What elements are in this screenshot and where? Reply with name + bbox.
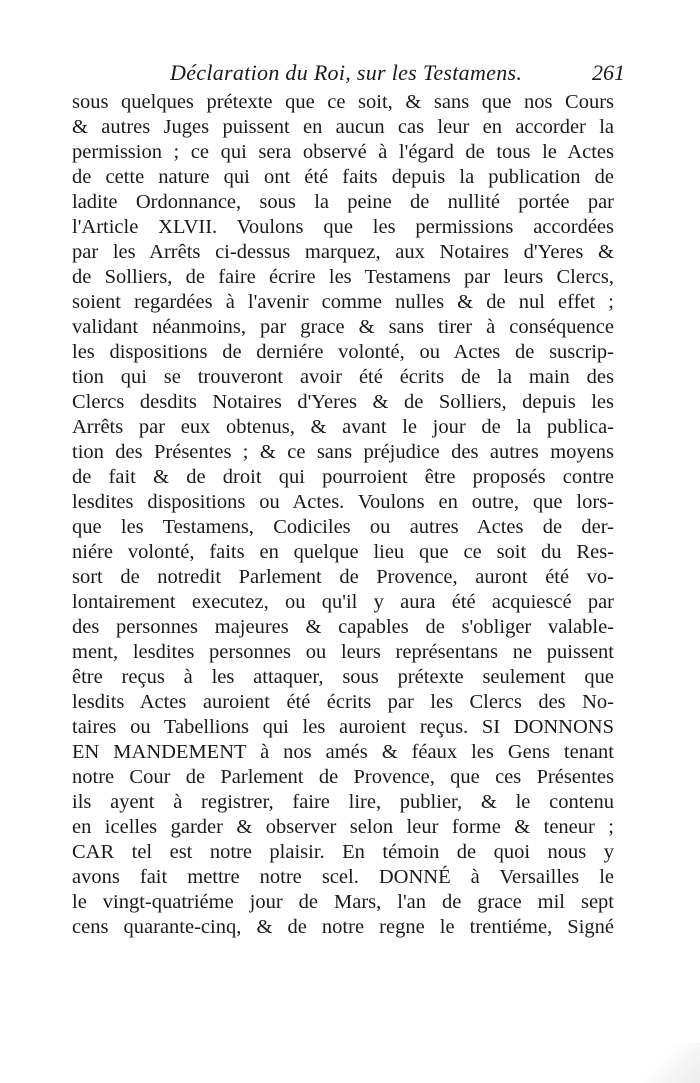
text-line: l'Article XLVII. Voulons que les permissions accordées <box>72 216 614 238</box>
text-line: que les Testamens, Codiciles ou autres Actes de der- <box>72 516 614 538</box>
text-line: les dispositions de derniére volonté, ou Actes de suscrip- <box>72 341 614 363</box>
text-line: le vingt-quatriéme jour de Mars, l'an de grace mil sept <box>72 891 614 913</box>
text-line: avons fait mettre notre scel. DONNÉ à Versailles le <box>72 866 614 888</box>
text-line: par les Arrêts ci-dessus marquez, aux Notaires d'Yeres & <box>72 241 614 263</box>
text-line: être reçus à les attaquer, sous prétexte seulement que <box>72 666 614 688</box>
text-line: de Solliers, de faire écrire les Testamens par leurs Clercs, <box>72 266 614 288</box>
text-line: de cette nature qui ont été faits depuis la publication de <box>72 166 614 188</box>
body-text <box>72 90 614 940</box>
text-line: lontairement executez, ou qu'il y aura été acquiescé par <box>72 591 614 613</box>
text-line: ment, lesdites personnes ou leurs représentans ne puissent <box>72 641 614 663</box>
text-line: de fait & de droit qui pourroient être proposés contre <box>72 466 614 488</box>
text-line: EN MANDEMENT à nos amés & féaux les Gens tenant <box>72 741 614 763</box>
text-line: CAR tel est notre plaisir. En témoin de quoi nous y <box>72 841 614 863</box>
text-line: permission ; ce qui sera observé à l'égard de tous le Actes <box>72 141 614 163</box>
running-title: Déclaration du Roi, sur les Testamens. <box>170 60 523 85</box>
text-line: sous quelques prétexte que ce soit, & sans que nos Cours <box>72 91 614 113</box>
text-line: & autres Juges puissent en aucun cas leur en accorder la <box>72 116 614 138</box>
text-line: en icelles garder & observer selon leur forme & teneur ; <box>72 816 614 838</box>
text-line: soient regardées à l'avenir comme nulles & de nul effet ; <box>72 291 614 313</box>
text-line: ils ayent à registrer, faire lire, publier, & le contenu <box>72 791 614 813</box>
text-line: tion des Présentes ; & ce sans préjudice des autres moyens <box>72 441 614 463</box>
text-line: validant néanmoins, par grace & sans tirer à conséquence <box>72 316 614 338</box>
running-head <box>170 60 625 90</box>
text-line: Clercs desdits Notaires d'Yeres & de Solliers, depuis les <box>72 391 614 413</box>
text-line: notre Cour de Parlement de Provence, que ces Présentes <box>72 766 614 788</box>
text-line: des personnes majeures & capables de s'obliger valable- <box>72 616 614 638</box>
text-line: niére volonté, faits en quelque lieu que ce soit du Res- <box>72 541 614 563</box>
text-line: Arrêts par eux obtenus, & avant le jour de la publica- <box>72 416 614 438</box>
text-line: lesdites dispositions ou Actes. Voulons en outre, que lors- <box>72 491 614 513</box>
page-number: 261 <box>592 60 625 85</box>
text-line: sort de notredit Parlement de Provence, auront été vo- <box>72 566 614 588</box>
text-line: cens quarante-cinq, & de notre regne le trentiéme, Signé <box>72 916 614 938</box>
page-corner-shadow <box>630 1043 700 1083</box>
text-line: lesdits Actes auroient été écrits par les Clercs des No- <box>72 691 614 713</box>
text-line: tion qui se trouveront avoir été écrits de la main des <box>72 366 614 388</box>
text-line: taires ou Tabellions qui les auroient reçus. SI DONNONS <box>72 716 614 738</box>
text-line: ladite Ordonnance, sous la peine de nullité portée par <box>72 191 614 213</box>
